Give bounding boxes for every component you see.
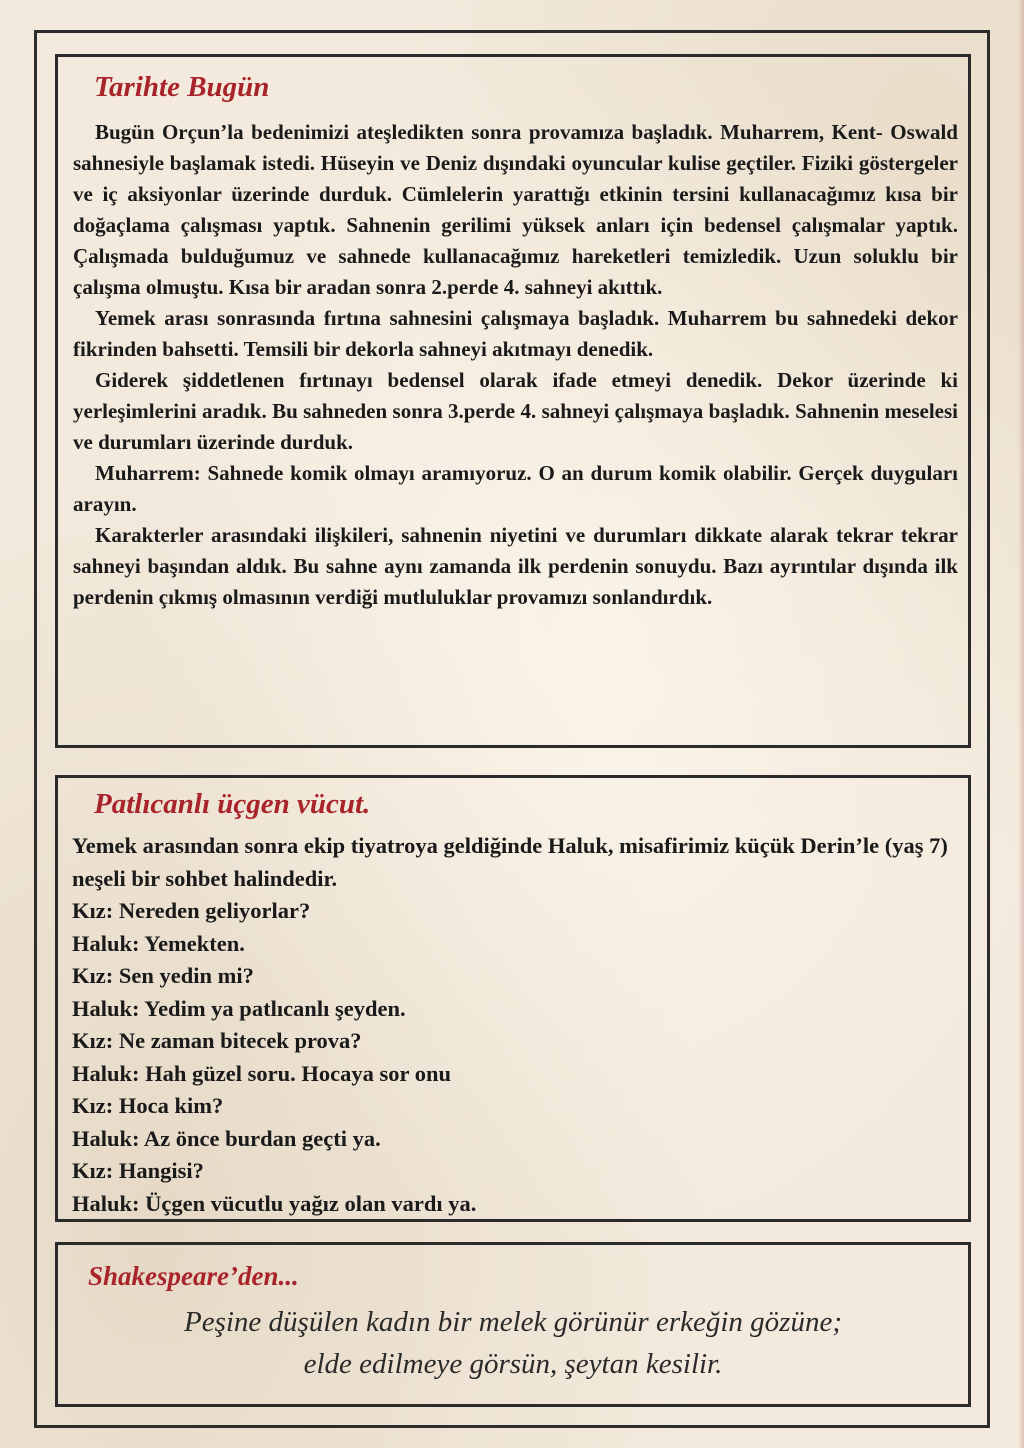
paragraph: Yemek arası sonrasında fırtına sahnesini çalışmaya başladık. Muharrem bu sahnedeki dekor fikrinden bahsetti. Temsili bir dekorla sahneyi akıtmayı denedik.	[73, 306, 958, 361]
anecdote-intro: Yemek arasından sonra ekip tiyatroya geldiğinde Haluk, misafirimiz küçük Derin’le (yaş 7) neşeli bir sohbet halindedir.	[72, 833, 948, 891]
dialogue-line: Kız: Hoca kim?	[72, 1093, 224, 1118]
dialogue-line: Haluk: Az önce burdan geçti ya.	[72, 1125, 381, 1151]
dialogue-line: Kız: Hangisi?	[72, 1158, 204, 1183]
dialogue-line: Haluk: Üçgen vücutlu yağız olan vardı ya.	[72, 1190, 477, 1216]
shakespeare-quote	[58, 1301, 968, 1385]
shakespeare-title: Shakespeare’den...	[88, 1261, 299, 1291]
today-in-history-body	[73, 117, 958, 613]
today-in-history-panel	[55, 54, 971, 748]
paragraph: Karakterler arasındaki ilişkileri, sahnenin niyetini ve durumları dikkate alarak tekrar tekrar sahneyi başından aldık. Bu sahne aynı zamanda ilk perdenin sonuydu. Bazı ayrıntılar dışında ilk perdenin çıkmış olmasının verdiği mutluluklar provamızı sonlandırdık.	[73, 523, 958, 609]
quote-line: Peşine düşülen kadın bir melek görünür erkeğin gözüne;	[184, 1306, 842, 1338]
dialogue-line: Kız: Nereden geliyorlar?	[72, 898, 311, 923]
dialogue-line: Haluk: Yemekten.	[72, 930, 245, 956]
dialogue-line: Haluk: Hah güzel soru. Hocaya sor onu	[72, 1060, 452, 1086]
today-in-history-title: Tarihte Bugün	[94, 71, 270, 103]
anecdote-body	[72, 830, 962, 1220]
page-edge-shadow	[1018, 0, 1024, 1448]
dialogue-line: Kız: Ne zaman bitecek prova?	[72, 1028, 362, 1053]
dialogue-line: Kız: Sen yedin mi?	[72, 963, 254, 988]
anecdote-title: Patlıcanlı üçgen vücut.	[94, 788, 371, 820]
quote-line: elde edilmeye görsün, şeytan kesilir.	[303, 1348, 723, 1380]
paragraph: Giderek şiddetlenen fırtınayı bedensel olarak ifade etmeyi denedik. Dekor üzerinde ki yerleşimlerini aradık. Bu sahneden sonra 3.perde 4. sahneyi çalışmaya başladık. Sahnenin meselesi ve durumları üzerinde durduk.	[73, 368, 958, 454]
paragraph: Bugün Orçun’la bedenimizi ateşledikten sonra provamıza başladık. Muharrem, Kent- Oswald sahnesiyle başlamak istedi. Hüseyin ve Deniz dışındaki oyuncular kulise geçtiler. Fiziki göstergeler ve iç aksiyonlar üzerinde durduk. Cümlelerin yarattığı etkinin tersini kullanacağımız kısa bir doğaçlama çalışması yaptık. Sahnenin gerilimi yüksek anları için bedensel çalışmalar yaptık. Çalışmada bulduğumuz ve sahnede kullanacağımız hareketleri temizledik. Uzun soluklu bir çalışma olmuştu. Kısa bir aradan sonra 2.perde 4. sahneyi akıttık.	[73, 120, 958, 299]
shakespeare-quote-panel	[55, 1242, 971, 1407]
paragraph: Muharrem: Sahnede komik olmayı aramıyoruz. O an durum komik olabilir. Gerçek duyguları arayın.	[73, 461, 958, 516]
anecdote-panel	[55, 775, 971, 1222]
dialogue-line: Haluk: Yedim ya patlıcanlı şeyden.	[72, 995, 406, 1021]
